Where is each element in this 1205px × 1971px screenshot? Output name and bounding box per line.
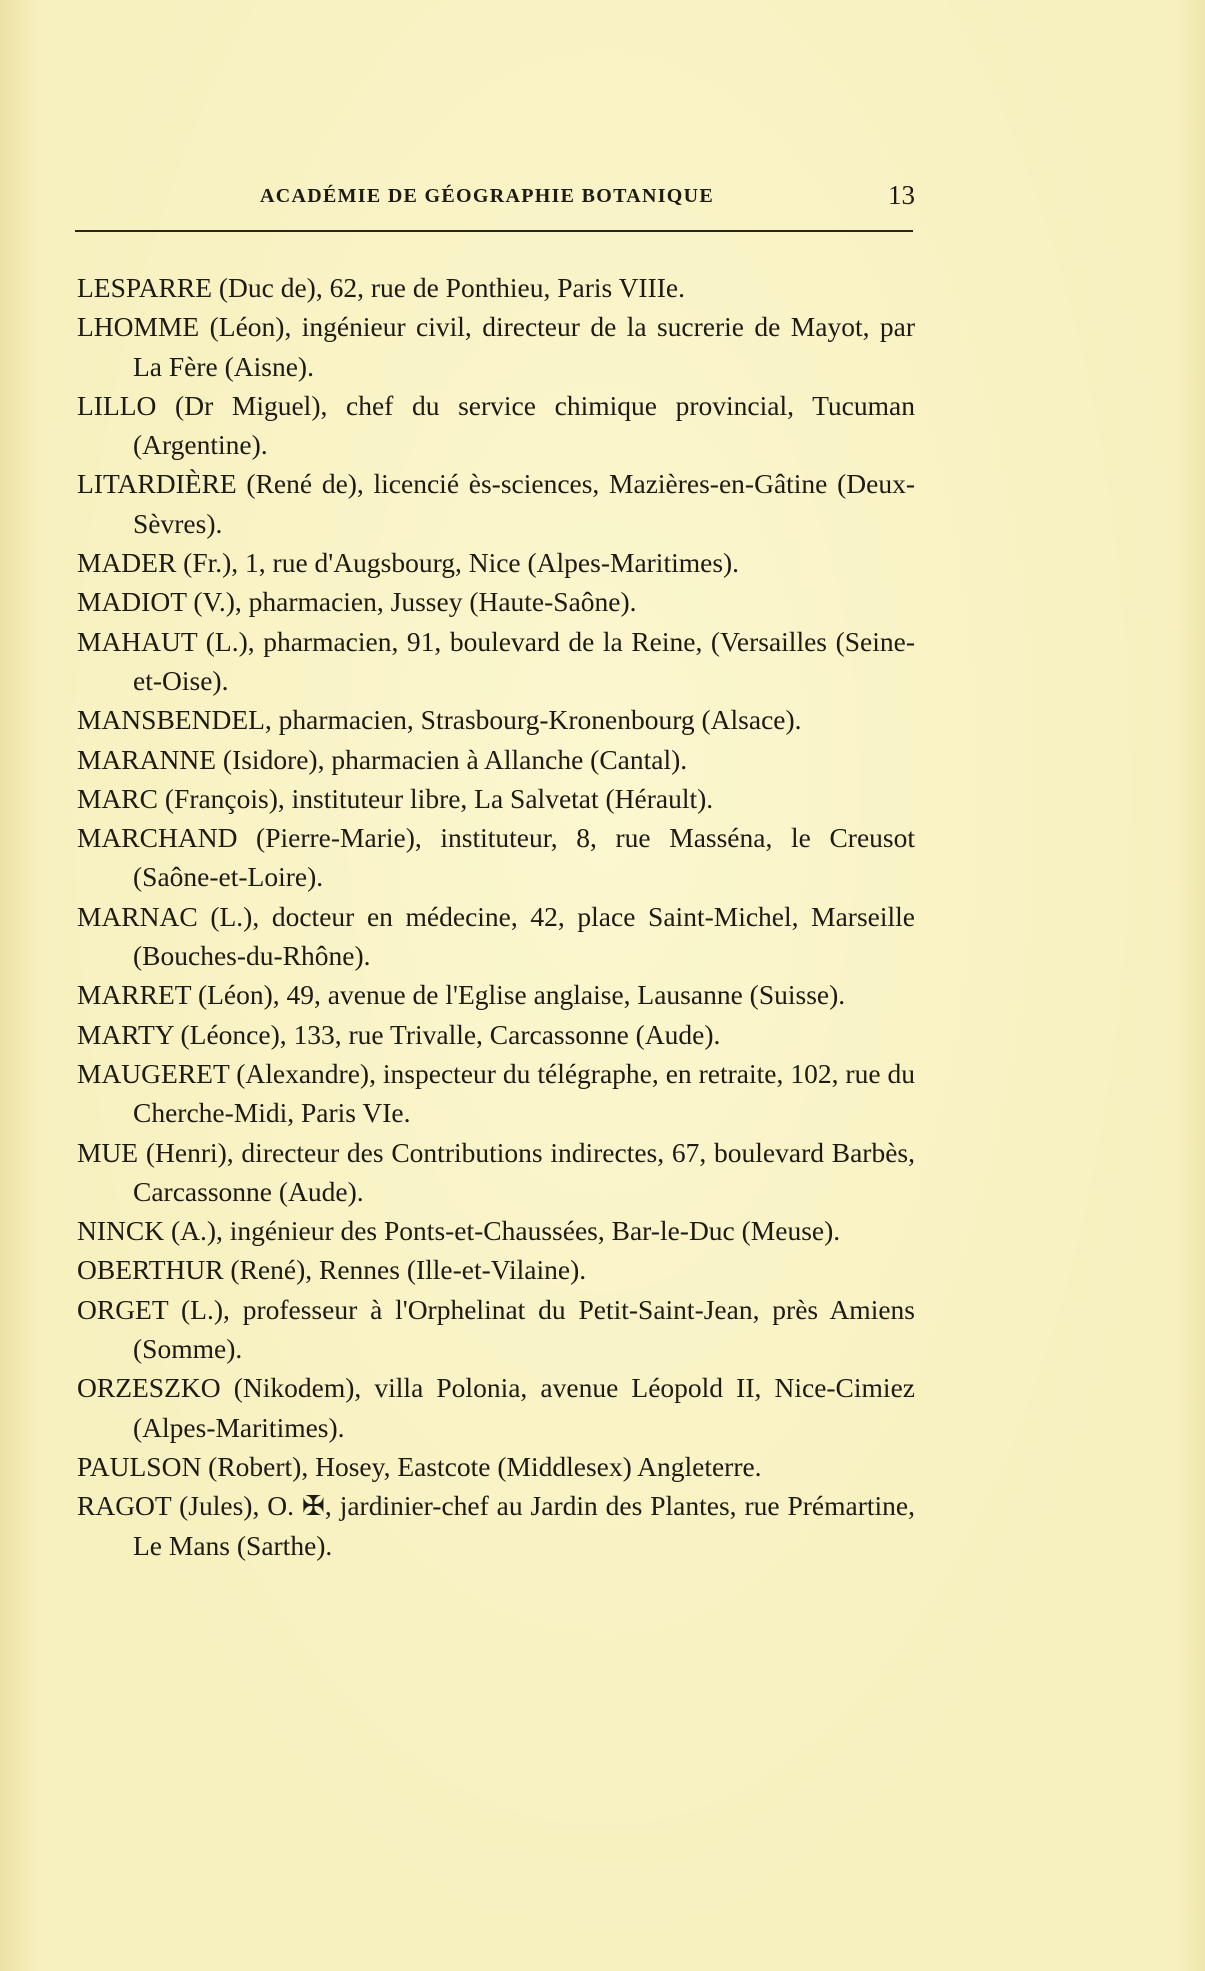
- list-item: NINCK (A.), ingénieur des Ponts-et-Chaussées, Bar-le-Duc (Meuse).: [77, 1215, 841, 1247]
- list-item: MAUGERET (Alexandre), inspecteur du télégraphe, en retraite, 102, rue du Cherche-Midi, Paris VIe.: [77, 1057, 915, 1129]
- header-rule: [75, 230, 913, 232]
- list-item: MUE (Henri), directeur des Contributions indirectes, 67, boulevard Barbès, Carcassonne (Aude).: [77, 1136, 915, 1207]
- list-item: MARC (François), instituteur libre, La Salvetat (Hérault).: [77, 782, 714, 814]
- list-item: PAULSON (Robert), Hosey, Eastcote (Middlesex) Angleterre.: [77, 1450, 762, 1482]
- member-list: [77, 268, 915, 1565]
- list-item: ORGET (L.), professeur à l'Orphelinat du Petit-Saint-Jean, près Amiens (Somme).: [77, 1293, 915, 1365]
- list-item: LILLO (Dr Miguel), chef du service chimique provincial, Tucuman (Argentine).: [77, 389, 915, 461]
- list-item: ORZESZKO (Nikodem), villa Polonia, avenue Léopold II, Nice-Cimiez (Alpes-Maritimes).: [77, 1372, 915, 1443]
- list-item: MADER (Fr.), 1, rue d'Augsbourg, Nice (Alpes-Maritimes).: [77, 547, 740, 579]
- page-number: 13: [888, 180, 915, 210]
- list-item: MADIOT (V.), pharmacien, Jussey (Haute-Saône).: [77, 586, 637, 618]
- list-item: MAHAUT (L.), pharmacien, 91, boulevard de la Reine, (Versailles (Seine-et-Oise).: [77, 625, 915, 696]
- list-item: LESPARRE (Duc de), 62, rue de Ponthieu, Paris VIIIe.: [77, 272, 685, 303]
- running-head: [75, 180, 915, 220]
- running-title: ACADÉMIE DE GÉOGRAPHIE BOTANIQUE: [260, 185, 715, 207]
- list-item: LITARDIÈRE (René de), licencié ès-sciences, Mazières-en-Gâtine (Deux-Sèvres).: [77, 468, 915, 539]
- list-item: MARANNE (Isidore), pharmacien à Allanche (Cantal).: [77, 743, 688, 775]
- list-item: MANSBENDEL, pharmacien, Strasbourg-Kronenbourg (Alsace).: [77, 704, 802, 736]
- list-item: OBERTHUR (René), Rennes (Ille-et-Vilaine).: [77, 1254, 587, 1286]
- list-item: MARRET (Léon), 49, avenue de l'Eglise anglaise, Lausanne (Suisse).: [77, 979, 846, 1011]
- list-item: RAGOT (Jules), O. ✠, jardinier-chef au Jardin des Plantes, rue Prémartine, Le Mans (Sarthe).: [77, 1490, 915, 1561]
- list-item: MARNAC (L.), docteur en médecine, 42, place Saint-Michel, Marseille (Bouches-du-Rhône).: [77, 900, 915, 972]
- list-item: MARTY (Léonce), 133, rue Trivalle, Carcassonne (Aude).: [77, 1018, 721, 1050]
- list-item: LHOMME (Léon), ingénieur civil, directeur de la sucrerie de Mayot, par La Fère (Aisne).: [77, 311, 915, 382]
- list-item: MARCHAND (Pierre-Marie), instituteur, 8, rue Masséna, le Creusot (Saône-et-Loire).: [77, 822, 915, 893]
